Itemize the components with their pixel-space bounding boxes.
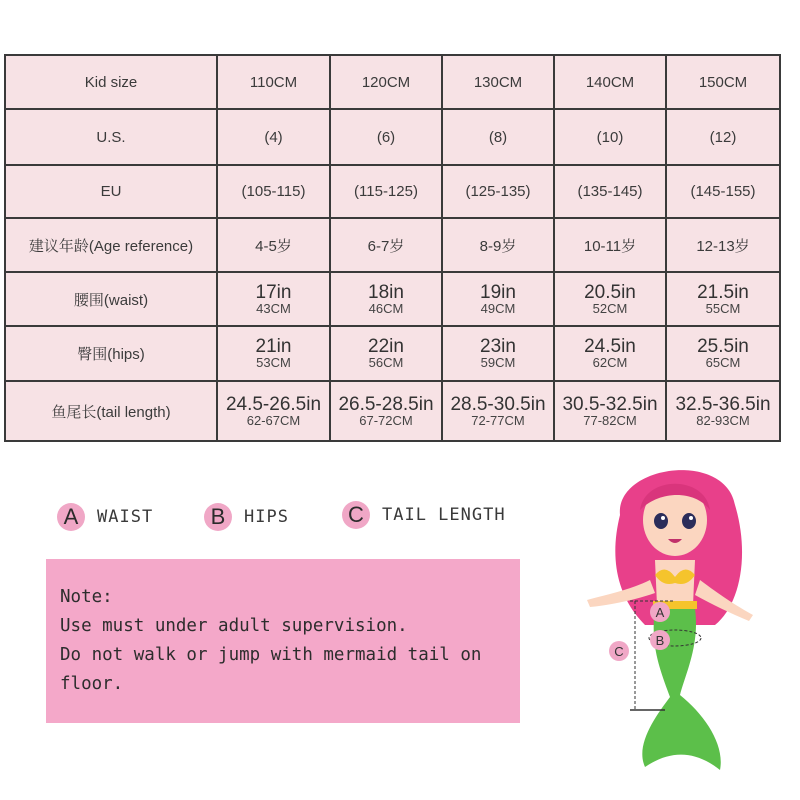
table-cell: 4-5岁 <box>217 218 330 272</box>
note-line: floor. <box>60 674 124 694</box>
table-row-waist <box>5 272 780 326</box>
table-cell: (10) <box>554 109 666 165</box>
value-cm: 62-67CM <box>246 412 301 428</box>
value-inches: 25.5in <box>697 336 749 357</box>
table-cell <box>330 326 442 381</box>
value-inches: 24.5in <box>584 336 636 357</box>
note-line: Do not walk or jump with mermaid tail on <box>60 645 482 665</box>
size-chart-table <box>4 54 781 442</box>
table-cell: (135-145) <box>554 165 666 218</box>
value-cm: 77-82CM <box>583 412 637 428</box>
svg-text:C: C <box>614 644 624 659</box>
mermaid-illustration <box>575 455 795 795</box>
value-inches: 21in <box>255 336 292 357</box>
column-header: 130CM <box>442 55 554 109</box>
value-inches: 21.5in <box>697 281 749 303</box>
row-label: Kid size <box>5 55 217 109</box>
table-row-us <box>5 109 780 165</box>
row-label: 腰围(waist) <box>5 272 217 326</box>
table-cell <box>554 326 666 381</box>
value-cm: 43CM <box>256 300 291 316</box>
value-inches: 30.5-32.5in <box>562 393 658 415</box>
table-cell <box>442 272 554 326</box>
note-line: Use must under adult supervision. <box>60 616 408 636</box>
note-title: Note: <box>60 587 113 607</box>
row-label: 建议年龄(Age reference) <box>5 218 217 272</box>
value-cm: 59CM <box>480 355 516 370</box>
badge-c-icon: C <box>342 501 370 529</box>
value-inches: 26.5-28.5in <box>338 393 434 415</box>
table-row-hips <box>5 326 780 381</box>
value-cm: 55CM <box>705 300 741 316</box>
legend-item-tail-length <box>342 501 506 529</box>
value-inches: 17in <box>255 281 292 303</box>
table-cell: (6) <box>330 109 442 165</box>
table-cell <box>666 272 780 326</box>
svg-text:A: A <box>655 605 665 620</box>
value-cm: 46CM <box>368 300 404 316</box>
table-cell <box>442 326 554 381</box>
value-inches: 32.5-36.5in <box>675 393 771 415</box>
table-cell <box>666 381 780 441</box>
column-header: 150CM <box>666 55 780 109</box>
column-header: 120CM <box>330 55 442 109</box>
column-header: 110CM <box>217 55 330 109</box>
table-cell: (8) <box>442 109 554 165</box>
table-cell <box>330 272 442 326</box>
legend-item-waist <box>57 503 153 531</box>
table-row-eu <box>5 165 780 218</box>
table-cell: (125-135) <box>442 165 554 218</box>
table-cell: 6-7岁 <box>330 218 442 272</box>
value-inches: 24.5-26.5in <box>225 393 322 415</box>
value-cm: 82-93CM <box>696 412 750 428</box>
value-cm: 49CM <box>480 300 516 316</box>
table-cell <box>330 381 442 441</box>
badge-a-icon: A <box>57 503 85 531</box>
table-cell <box>217 381 330 441</box>
legend-item-hips <box>204 503 289 531</box>
table-cell: (115-125) <box>330 165 442 218</box>
value-inches: 20.5in <box>584 281 636 303</box>
legend-label: TAIL LENGTH <box>382 505 506 525</box>
table-cell: (105-115) <box>217 165 330 218</box>
column-header: 140CM <box>554 55 666 109</box>
row-label: 臀围(hips) <box>5 326 217 381</box>
value-inches: 28.5-30.5in <box>450 393 546 415</box>
table-cell <box>554 272 666 326</box>
table-cell <box>217 272 330 326</box>
table-row-age <box>5 218 780 272</box>
table-cell: 10-11岁 <box>554 218 666 272</box>
table-cell: 8-9岁 <box>442 218 554 272</box>
table-cell <box>666 326 780 381</box>
table-cell <box>554 381 666 441</box>
value-inches: 22in <box>368 336 404 357</box>
table-cell: (145-155) <box>666 165 780 218</box>
table-cell: 12-13岁 <box>666 218 780 272</box>
table-cell <box>442 381 554 441</box>
table-cell: (4) <box>217 109 330 165</box>
value-cm: 65CM <box>705 355 741 370</box>
badge-b-icon: B <box>204 503 232 531</box>
value-cm: 72-77CM <box>471 412 525 428</box>
note-box <box>46 559 520 723</box>
table-cell: (12) <box>666 109 780 165</box>
value-inches: 19in <box>480 281 516 303</box>
value-cm: 53CM <box>256 355 291 370</box>
table-cell <box>217 326 330 381</box>
value-inches: 23in <box>480 336 516 357</box>
legend-label: WAIST <box>97 507 154 527</box>
row-label: EU <box>5 165 217 218</box>
row-label: 鱼尾长(tail length) <box>5 381 217 441</box>
value-inches: 18in <box>368 281 404 303</box>
value-cm: 52CM <box>592 300 628 316</box>
row-label: U.S. <box>5 109 217 165</box>
svg-text:B: B <box>655 633 665 648</box>
value-cm: 56CM <box>368 355 404 370</box>
legend-label: HIPS <box>244 507 289 527</box>
table-row-tail-length <box>5 381 780 441</box>
value-cm: 62CM <box>592 355 628 370</box>
value-cm: 67-72CM <box>359 412 413 428</box>
table-row-kid-size <box>5 55 780 109</box>
